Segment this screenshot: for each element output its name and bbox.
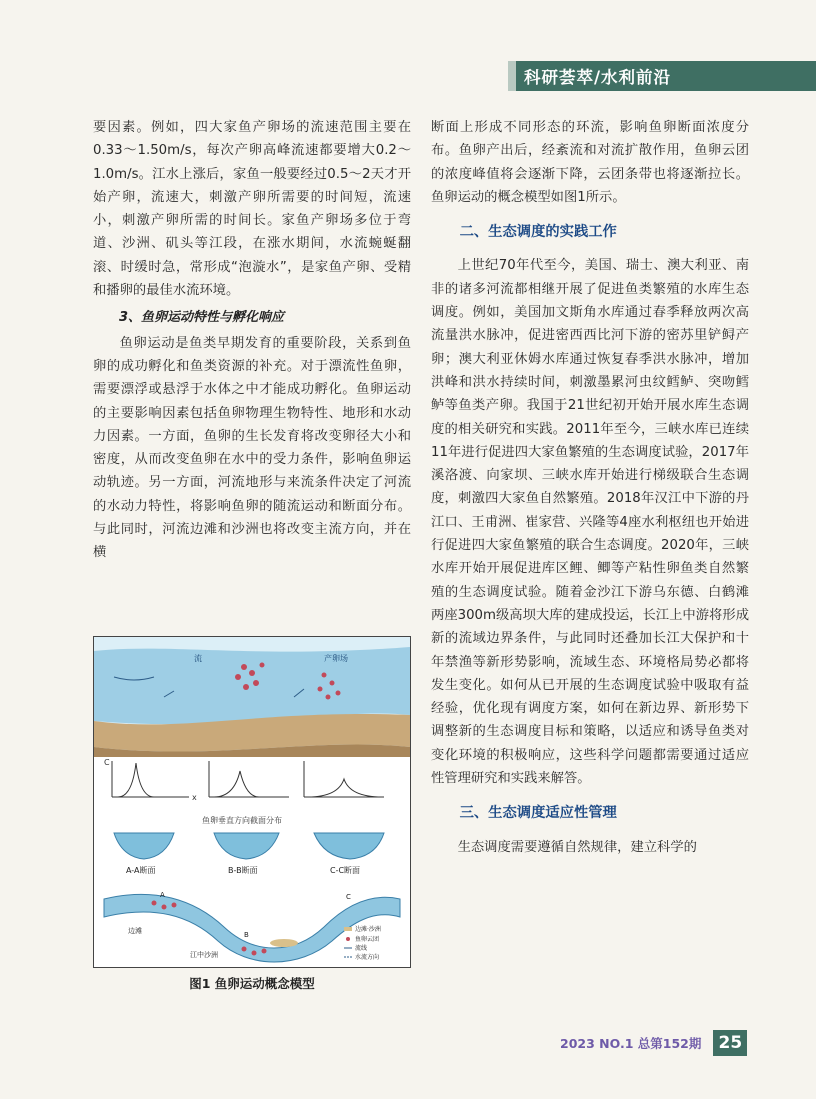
paragraph: 断面上形成不同形态的环流，影响鱼卵断面浓度分布。鱼卵产出后，经紊流和对流扩散作用，鱼卵云团的浓度峰值将会逐渐下降，云团条带也将逐渐拉长。鱼卵运动的概念模型如图1所示。 xyxy=(431,120,749,205)
figure-conceptual-model xyxy=(93,636,411,968)
b-mark: B xyxy=(244,931,249,939)
section-b-label: B-B断面 xyxy=(228,866,258,875)
x-axis-label: x xyxy=(192,793,197,802)
page-number: 25 xyxy=(713,1030,747,1056)
a-mark: A xyxy=(160,891,165,899)
paragraph: 要因素。例如，四大家鱼产卵场的流速范围主要在0.33～1.50m/s，每次产卵高峰流速都要增大0.2～1.0m/s。江水上涨后，家鱼一般要经过0.5～2天才开始产卵，流速大，刺激产卵所需要的时间短，流速小，刺激产卵所需的时间长。家鱼产卵场多位于弯道、沙洲、矶头等江段，在涨水期间，水流蜿蜒翻滚、时缓时急，常形成“泡漩水”，是家鱼产卵、受精和播卵的最佳水流环境。 xyxy=(93,120,411,299)
legend-item: 水流方向 xyxy=(355,954,380,961)
paragraph: 鱼卵运动是鱼类早期发育的重要阶段，关系到鱼卵的成功孵化和鱼类资源的补充。对于漂流性鱼卵，需要漂浮或悬浮于水体之中才能成功孵化。鱼卵运动的主要影响因素包括鱼卵物理生物特性、地形和水动力因素。一方面，鱼卵的生长发育将改变卵径大小和密度，从而改变鱼卵在水中的受力条件，影响鱼卵运动轨迹。另一方面，河流地形与来流条件决定了河流的水动力特性，将影响鱼卵的随流运动和断面分布。与此同时，河流边滩和沙洲也将改变主流方向，并在横 xyxy=(93,335,411,561)
mid-title: 鱼卵垂直方向截面分布 xyxy=(202,816,282,825)
right-column xyxy=(431,116,749,859)
figure-illustration xyxy=(94,637,410,967)
section-a-label: A-A断面 xyxy=(126,866,156,875)
section-heading: 二、生态调度的实践工作 xyxy=(459,224,617,241)
column-title: 科研荟萃/水利前沿 xyxy=(524,68,672,87)
sandbar-label: 江中沙洲 xyxy=(190,951,218,959)
left-column xyxy=(93,116,411,565)
legend-item: 边滩·沙洲 xyxy=(355,926,381,933)
section-heading: 三、生态调度适应性管理 xyxy=(459,805,617,822)
figure-caption: 图1 鱼卵运动概念模型 xyxy=(189,976,315,991)
edge-label: 边滩 xyxy=(128,927,142,935)
c-axis-label: C xyxy=(104,758,110,767)
spawning-label: 产卵场 xyxy=(324,654,348,663)
column-header-band xyxy=(508,61,816,91)
issue-label: 2023 NO.1 总第152期 xyxy=(560,1036,702,1051)
subsection-heading: 3、鱼卵运动特性与孵化响应 xyxy=(119,310,285,326)
section-c-label: C-C断面 xyxy=(330,866,361,875)
page-footer xyxy=(560,1030,747,1056)
flow-label: 流 xyxy=(194,654,202,663)
legend-item: 流线 xyxy=(355,945,368,952)
legend-item: 鱼卵云团 xyxy=(355,936,380,943)
paragraph: 生态调度需要遵循自然规律，建立科学的 xyxy=(457,839,697,855)
c-mark: C xyxy=(346,893,351,901)
paragraph: 上世纪70年代至今，美国、瑞士、澳大利亚、南非的诸多河流都相继开展了促进鱼类繁殖的水库生态调度。例如，美国加文斯角水库通过春季释放两次高流量洪水脉冲，促进密西西比河下游的密苏里铲鲟产卵；澳大利亚休姆水库通过恢复春季洪水脉冲，增加洪峰和洪水持续时间，刺激墨累河虫纹鳕鲈、突吻鳕鲈等鱼类产卵。我国于21世纪初开始开展水库生态调度的相关研究和实践。2011年至今，三峡水库已连续11年进行促进四大家鱼繁殖的生态调度试验，2017年溪洛渡、向家坝、三峡水库开始进行梯级联合生态调度，刺激四大家鱼自然繁殖。2018年汉江中下游的丹江口、王甫洲、崔家营、兴隆等4座水利枢纽也开始进行促进四大家鱼繁殖的联合生态调度。2020年，三峡水库开始开展促进库区鲤、鲫等产粘性卵鱼类自然繁殖的生态调度试验。随着金沙江下游乌东德、白鹤滩两座300m级高坝大库的建成投运，长江上中游将形成新的流域边界条件，与此同时还叠加长江大保护和十年禁渔等新形势影响，流域生态、环境格局势必都将发生变化。如何从已开展的生态调度试验中吸取有益经验，优化现有调度方案，如何在新边界、新形势下调整新的生态调度目标和策略，以适应和诱导鱼类对变化环境的积极响应，这些科学问题都需要通过适应性管理研究和实践来解答。 xyxy=(431,258,749,787)
